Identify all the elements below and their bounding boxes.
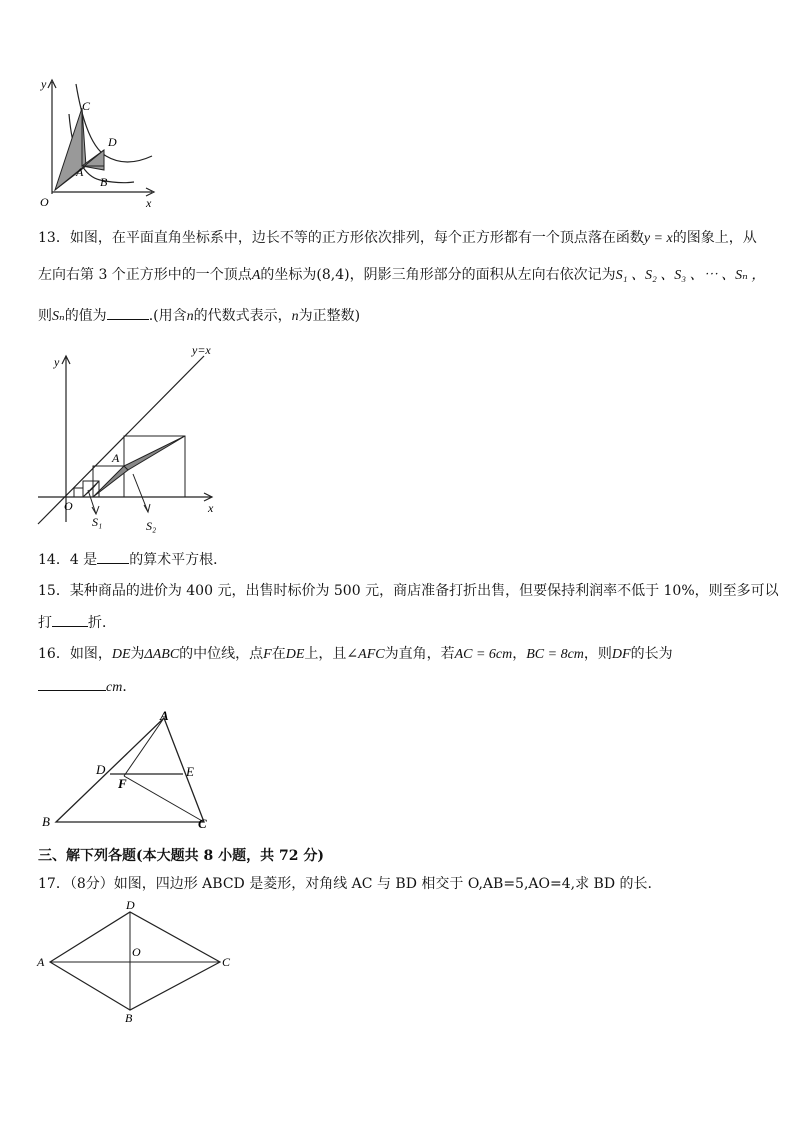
label-x: x — [208, 501, 214, 515]
label-a: A — [160, 710, 169, 723]
section-3-title: 三、解下列各题(本大题共 8 小题，共 72 分) — [38, 848, 324, 864]
label-c: C — [222, 955, 231, 969]
pointer-s1-arrow — [92, 506, 99, 514]
label-d: D — [108, 135, 117, 149]
label-d: D — [96, 762, 106, 777]
answer-blank[interactable] — [97, 549, 129, 564]
label-yx: y=x — [192, 343, 211, 357]
label-y: y — [54, 355, 60, 369]
rhombus-abcd — [50, 912, 220, 1010]
figure-rhombus — [34, 898, 240, 1022]
label-o: O — [40, 195, 49, 209]
label-f: F — [118, 776, 127, 791]
label-e: E — [186, 764, 194, 779]
triangle-abc — [56, 718, 204, 822]
label-x: x — [146, 196, 152, 210]
segment-fc — [124, 776, 204, 822]
label-a: A — [37, 955, 45, 969]
label-d: D — [126, 898, 135, 912]
answer-blank[interactable] — [38, 676, 106, 691]
label-y: y — [41, 77, 47, 91]
label-o: O — [64, 499, 73, 513]
label-b: B — [42, 814, 50, 829]
q16-line1: 16．如图，DE为ΔABC的中位线，点F在DE上，且∠AFC为直角，若AC = 6cm，BC = 8cm，则DF的长为 — [38, 646, 673, 662]
segment-af — [124, 718, 164, 776]
figure-triangle-midline — [38, 710, 228, 838]
label-s2: S₂ — [146, 519, 157, 533]
answer-blank[interactable] — [52, 612, 88, 627]
q13-line3: 则Sₙ的值为 .(用含n的代数式表示，n为正整数) — [38, 305, 360, 327]
label-o: O — [132, 945, 141, 959]
q13-line2: 左向右第 3 个正方形中的一个顶点A的坐标为(8,4)，阴影三角形部分的面积从左向右依次记为S₁ 、S₂ 、S₃ 、⋯ 、Sₙ ， — [38, 267, 766, 283]
q13-number: 13． — [38, 230, 70, 246]
label-b: B — [100, 175, 108, 189]
label-b: B — [125, 1011, 133, 1022]
pointer-s1 — [88, 490, 96, 514]
answer-blank[interactable] — [107, 305, 149, 320]
q15-line2: 打 折． — [38, 612, 116, 633]
q15-line1: 15．某种商品的进价为 400 元，出售时标价为 500 元，商店准备打折出售，但要保持利润率不低于 10%，则至多可以 — [38, 583, 779, 599]
figure-hyperbola — [34, 74, 164, 210]
pointer-s2 — [133, 474, 148, 512]
shaded-triangle-s3 — [124, 436, 185, 470]
q13-line1: 13．如图，在平面直角坐标系中，边长不等的正方形依次排列，每个正方形都有一个顶点落在函数y = x的图象上，从 — [38, 230, 757, 246]
label-c: C — [82, 99, 91, 113]
q17: 17．（8分）如图，四边形 ABCD 是菱形，对角线 AC 与 BD 相交于 O,AB=5,AO=4,求 BD 的长. — [38, 876, 652, 892]
label-c: C — [198, 816, 207, 831]
square-1 — [74, 488, 83, 497]
outer-curve — [76, 84, 152, 162]
label-a: A — [112, 451, 120, 465]
label-a: A — [76, 165, 84, 179]
label-s1: S₁ — [92, 515, 103, 529]
figure-squares — [36, 342, 222, 534]
q16-line2: cm． — [38, 676, 136, 698]
q14: 14．4 是 的算术平方根． — [38, 549, 227, 570]
